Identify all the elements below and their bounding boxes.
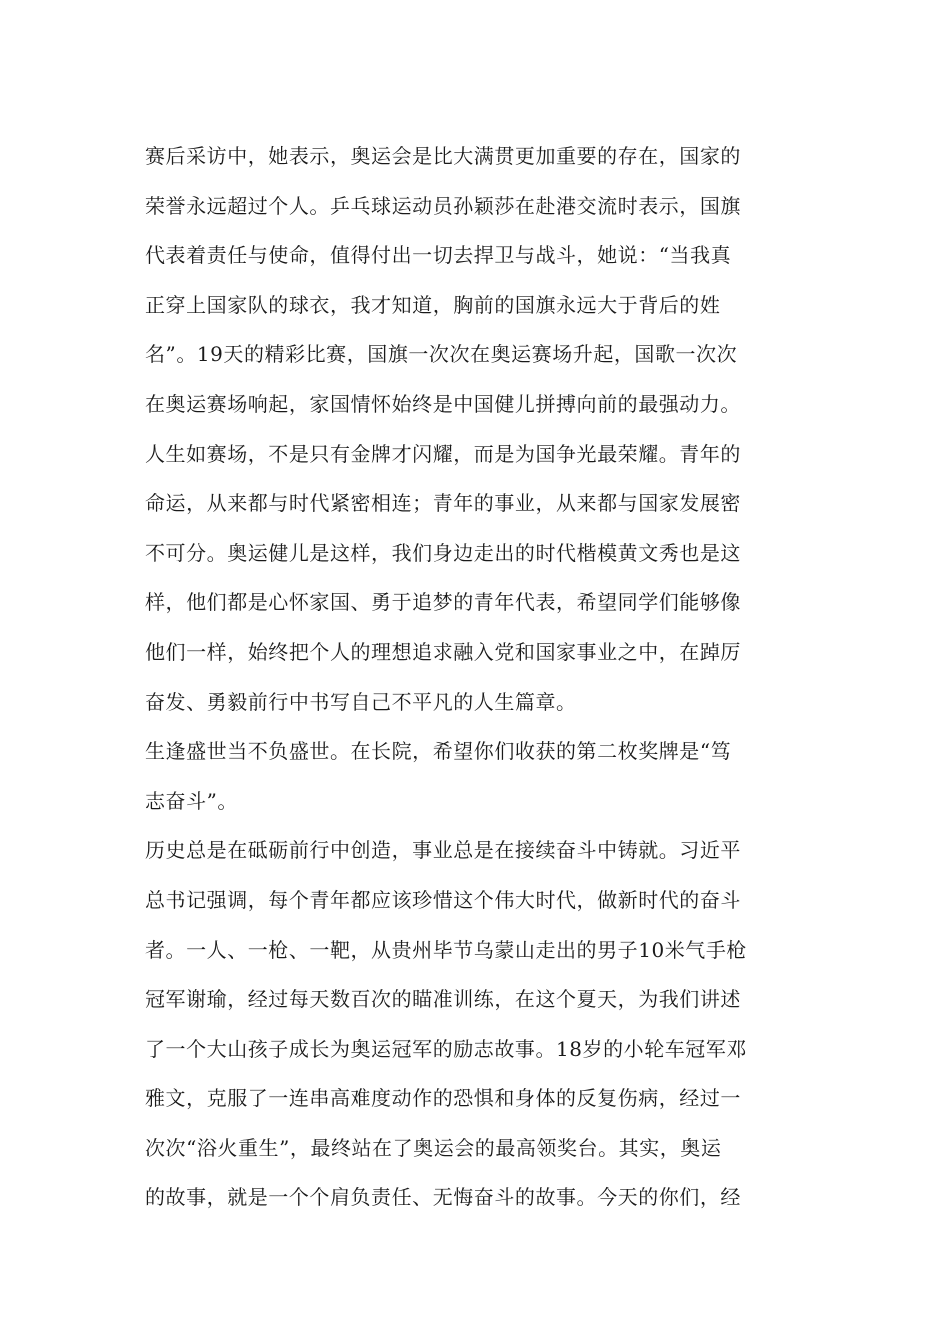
text-line: 者。一人、一枪、一靶，从贵州毕节乌蒙山走出的男子10米气手枪 — [145, 937, 747, 962]
text-line: 赛后采访中，她表示，奥运会是比大满贯更加重要的存在，国家的 — [145, 144, 741, 168]
text-line: 不可分。奥运健儿是这样，我们身边走出的时代楷模黄文秀也是这 — [145, 540, 741, 565]
text-line: 的故事，就是一个个肩负责任、无悔奋斗的故事。今天的你们，经 — [145, 1185, 741, 1210]
text-line: 志奋斗”。 — [145, 788, 238, 813]
document-body — [145, 132, 813, 1223]
text-line: 次次“浴火重生”，最终站在了奥运会的最高领奖台。其实，奥运 — [145, 1135, 722, 1160]
text-line: 冠军谢瑜，经过每天数百次的瞄准训练，在这个夏天，为我们讲述 — [145, 987, 741, 1012]
text-line: 他们一样，始终把个人的理想追求融入党和国家事业之中，在踔厉 — [145, 639, 741, 664]
text-line: 历史总是在砥砺前行中创造，事业总是在接续奋斗中铸就。习近平 — [145, 838, 741, 863]
text-line: 奋发、勇毅前行中书写自己不平凡的人生篇章。 — [145, 689, 577, 714]
text-line: 人生如赛场，不是只有金牌才闪耀，而是为国争光最荣耀。青年的 — [145, 441, 741, 466]
text-line: 名”。19天的精彩比赛，国旗一次次在奥运赛场升起，国歌一次次 — [145, 342, 738, 367]
text-line: 生逢盛世当不负盛世。在长院，希望你们收获的第二枚奖牌是“笃 — [145, 739, 732, 764]
text-line: 样，他们都是心怀家国、勇于追梦的青年代表，希望同学们能够像 — [145, 590, 741, 615]
text-line: 命运，从来都与时代紧密相连；青年的事业，从来都与国家发展密 — [145, 491, 741, 516]
text-line: 雅文，克服了一连串高难度动作的恐惧和身体的反复伤病，经过一 — [145, 1086, 741, 1111]
text-line: 总书记强调，每个青年都应该珍惜这个伟大时代，做新时代的奋斗 — [145, 887, 741, 912]
text-line: 在奥运赛场响起，家国情怀始终是中国健儿拼搏向前的最强动力。 — [145, 391, 741, 416]
text-line: 代表着责任与使命，值得付出一切去捍卫与战斗，她说：“当我真 — [145, 243, 732, 268]
text-line: 荣誉永远超过个人。乒乓球运动员孙颖莎在赴港交流时表示，国旗 — [145, 193, 741, 218]
text-line: 正穿上国家队的球衣，我才知道，胸前的国旗永远大于背后的姓 — [145, 292, 721, 317]
text-line: 了一个大山孩子成长为奥运冠军的励志故事。18岁的小轮车冠军邓 — [145, 1036, 747, 1061]
